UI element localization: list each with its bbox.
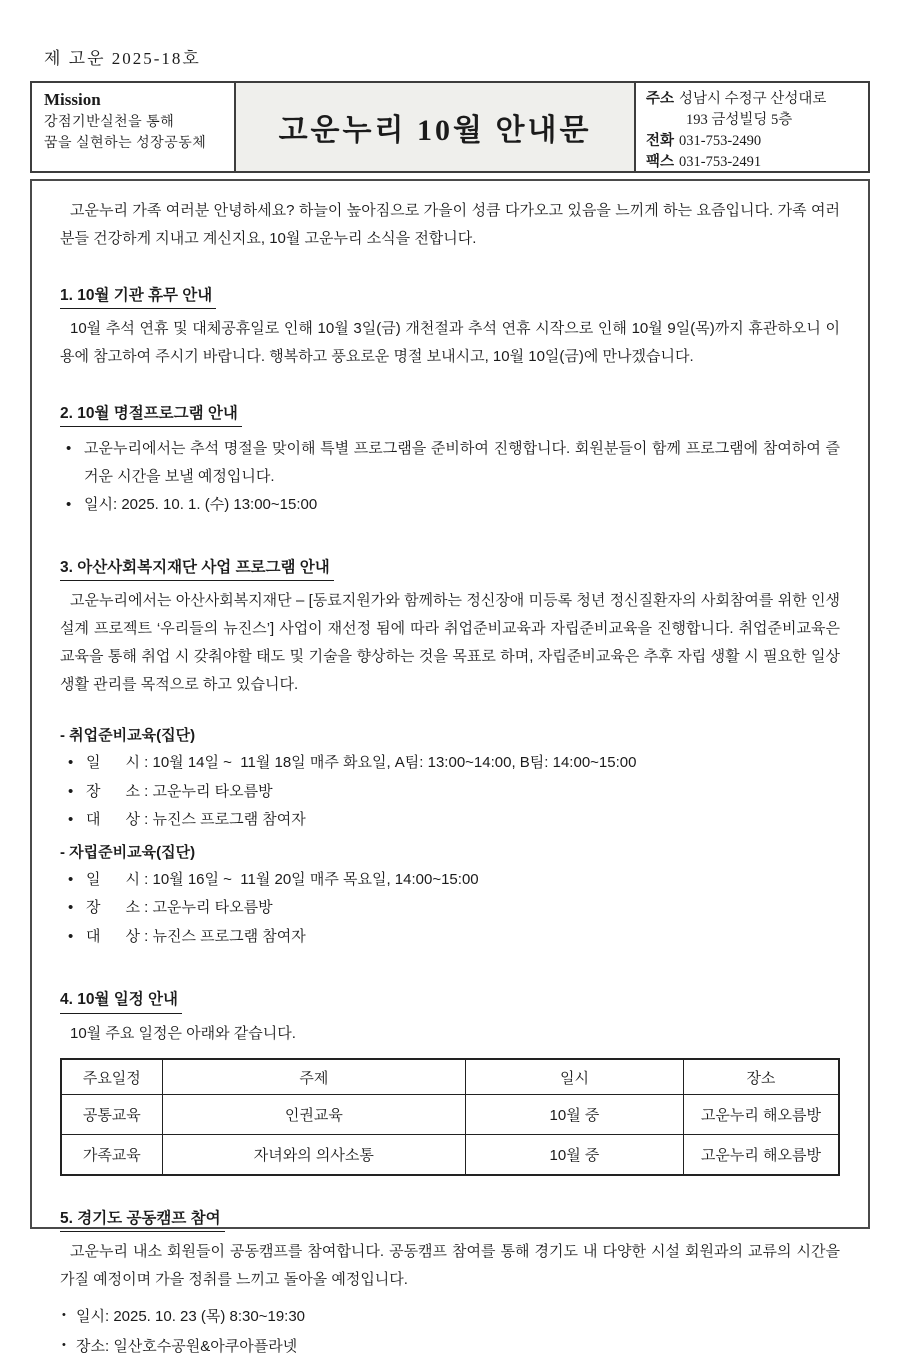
section-1-heading: 1. 10월 기관 휴무 안내 [60,285,216,310]
table-header-row [61,1059,839,1095]
section-4-heading: 4. 10월 일정 안내 [60,989,182,1014]
section-4-schedule [60,989,840,1175]
section-5-heading: 5. 경기도 공동캠프 참여 [60,1208,225,1233]
section-3-asan-program [60,557,840,952]
table-cell: 인권교육 [162,1095,465,1135]
document-header [30,81,870,173]
list-item: • 대 상 : 뉴진스 프로그램 참여자 [60,806,840,835]
section-4-body: 10월 주요 일정은 아래와 같습니다. [70,1025,296,1042]
program-detail-list [60,749,840,835]
table-cell: 가족교육 [61,1135,162,1175]
fax-row [646,152,858,173]
list-item: • 일시: 2025. 10. 23 (목) 8:30~19:30 [60,1302,840,1332]
list-item: • 일 시 : 10월 16일 ~ 11월 20일 매주 목요일, 14:00~15:00 [60,866,840,895]
table-cell: 공통교육 [61,1095,162,1135]
section-2-holiday-program [60,403,840,519]
column-header: 장소 [683,1059,839,1095]
list-item: • 일시: 2025. 10. 1. (수) 13:00~15:00 [62,491,840,519]
address-line-2: 193 금성빌딩 5층 [686,112,793,129]
table-cell: 10월 중 [466,1135,684,1175]
section-2-bullet-list [60,435,840,518]
contact-box [634,83,868,171]
mission-box [32,83,236,171]
table-cell: 고운누리 해오름방 [683,1095,839,1135]
section-5-camp [60,1208,840,1362]
fax-number: 031-753-2491 [679,154,762,171]
table-cell: 자녀와의 의사소통 [162,1135,465,1175]
column-header: 일시 [466,1059,684,1095]
schedule-table [60,1058,840,1176]
address-row [646,89,858,110]
column-header: 주요일정 [61,1059,162,1095]
list-item: • 장 소 : 고운누리 타오름방 [60,894,840,923]
section-3-heading: 3. 아산사회복지재단 사업 프로그램 안내 [60,557,334,582]
mission-line-1: 강점기반실천을 통해 [44,115,175,130]
mission-line-2: 꿈을 실현하는 성장공동체 [44,136,207,151]
program-title: - 자립준비교육(집단) [60,843,196,861]
table-cell: 10월 중 [466,1095,684,1135]
fax-label: 팩스 [646,154,675,171]
program-block-employment [60,722,840,835]
table-row [61,1095,839,1135]
section-3-body: 고운누리에서는 아산사회복지재단 – [동료지원가와 함께하는 정신장애 미등록 청년 정신질환자의 사회참여를 위한 인생설계 프로젝트 ‘우리들의 뉴진스’] 사업이 재선정 됨에 따라 취업준비교육과 자립준비교육을 진행합니다. 취업준비교육은 교육을 통해 취업 시 갖춰야할 태도 및 기술을 향상하는 것을 목표로 하며, 자립준비교육은 추후 자립 생활 시 필요한 일상생활 관리를 목적으로 하고 있습니다. [60,592,840,693]
list-item: • 장소: 일산호수공원&아쿠아플라넷 [60,1332,840,1362]
intro-paragraph: 고운누리 가족 여러분 안녕하세요? 하늘이 높아짐으로 가을이 성큼 다가오고 있음을 느끼게 하는 요즘입니다. 가족 여러분들 건강하게 지내고 계신지요, 10월 고운누리 소식을 전합니다. [60,202,840,247]
address-label: 주소 [646,91,675,107]
doc-number: 제 고운 2025-18호 [44,49,201,68]
document-title: 고운누리 10월 안내문 [236,83,634,171]
section-1-holiday-notice [60,285,840,371]
section-5-bullet-list [60,1302,840,1362]
phone-label: 전화 [646,133,675,150]
phone-number: 031-753-2490 [679,133,762,150]
program-detail-list [60,866,840,952]
list-item: • 고운누리에서는 추석 명절을 맞이해 특별 프로그램을 준비하여 진행합니다. 회원분들이 함께 프로그램에 참여하여 즐거운 시간을 보낼 예정입니다. [62,435,840,491]
phone-row [646,131,858,152]
list-item: • 장 소 : 고운누리 타오름방 [60,778,840,807]
table-cell: 고운누리 해오름방 [683,1135,839,1175]
address-line-1: 성남시 수정구 산성대로 [679,91,827,107]
list-item: • 일 시 : 10월 14일 ~ 11월 18일 매주 화요일, A팀: 13:00~14:00, B팀: 14:00~15:00 [60,749,840,778]
section-2-heading: 2. 10월 명절프로그램 안내 [60,403,242,428]
document-body [30,179,870,1355]
program-title: - 취업준비교육(집단) [60,727,196,745]
table-row [61,1135,839,1175]
section-1-body: 10월 추석 연휴 및 대체공휴일로 인해 10월 3일(금) 개천절과 추석 연휴 시작으로 인해 10월 9일(목)까지 휴관하오니 이용에 참고하여 주시기 바랍니다. 행복하고 풍요로운 명절 보내시고, 10월 10일(금)에 만나겠습니다. [60,320,840,365]
program-block-independence [60,839,840,952]
mission-title: Mission [44,90,101,109]
list-item: • 대 상 : 뉴진스 프로그램 참여자 [60,923,840,952]
section-5-body: 고운누리 내소 회원들이 공동캠프를 참여합니다. 공동캠프 참여를 통해 경기도 내 다양한 시설 회원과의 교류의 시간을 가질 예정이며 가을 정취를 느끼고 돌아올 예정입니다. [60,1243,840,1289]
column-header: 주제 [162,1059,465,1095]
